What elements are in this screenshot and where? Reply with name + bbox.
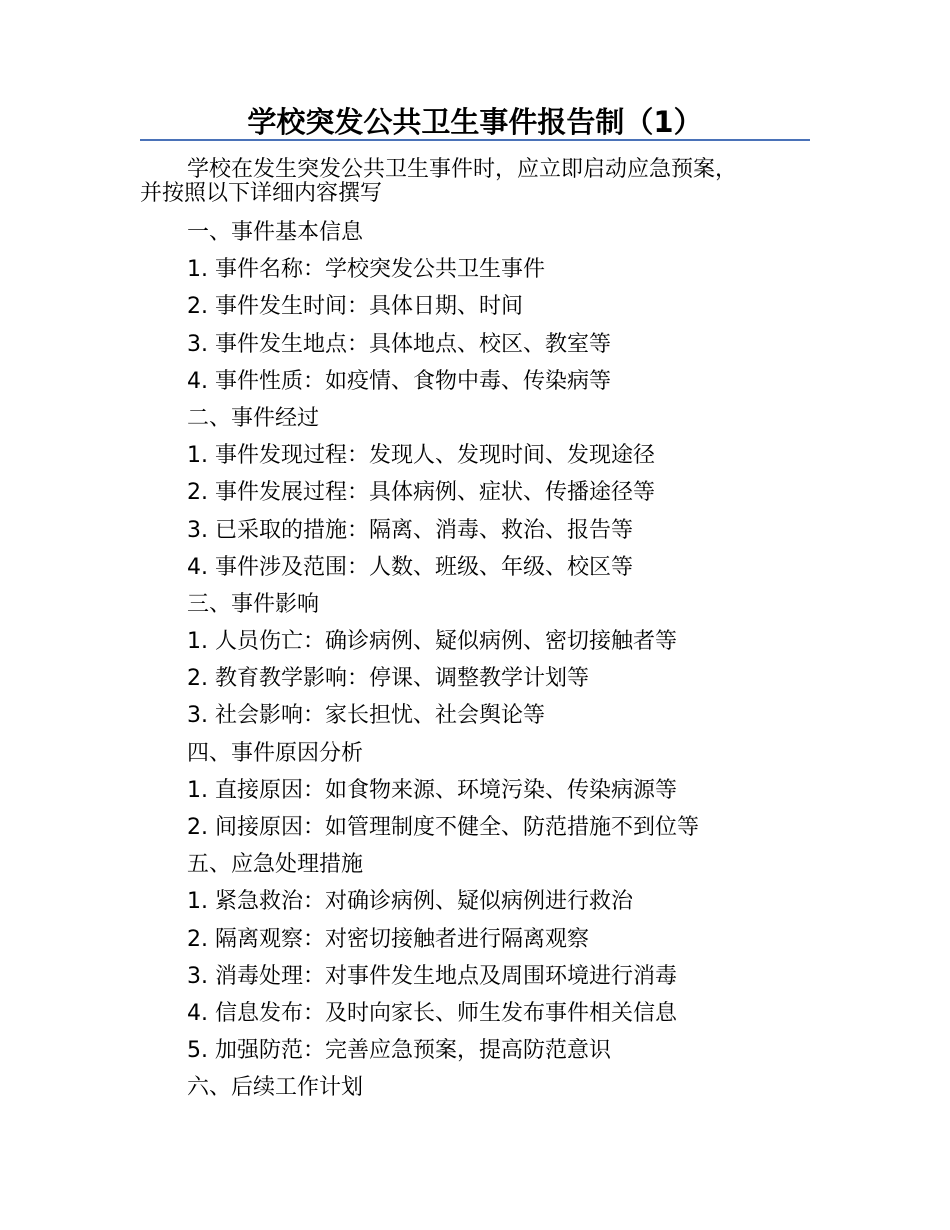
list-item: 3. 事件发生地点：具体地点、校区、教室等 [187,331,611,357]
intro-line: 学校在发生突发公共卫生事件时，应立即启动应急预案， [187,157,738,182]
content-lines [187,214,827,1107]
document-title: 学校突发公共卫生事件报告制（1） [247,105,703,139]
list-item: 2. 教育教学影响：停课、调整教学计划等 [187,666,589,692]
list-item: 3. 社会影响：家长担忧、社会舆论等 [187,703,545,729]
list-item: 1. 紧急救治：对确诊病例、疑似病例进行救治 [187,889,633,915]
list-item: 2. 间接原因：如管理制度不健全、防范措施不到位等 [187,815,699,840]
list-item: 3. 消毒处理：对事件发生地点及周围环境进行消毒 [187,963,677,989]
list-item: 1. 直接原因：如食物来源、环境污染、传染病源等 [187,777,677,803]
list-item: 4. 事件涉及范围：人数、班级、年级、校区等 [187,554,633,580]
list-item: 3. 已采取的措施：隔离、消毒、救治、报告等 [187,517,633,543]
title-underline [140,139,810,141]
list-item: 1. 人员伤亡：确诊病例、疑似病例、密切接触者等 [187,629,677,655]
list-item: 5. 加强防范：完善应急预案，提高防范意识 [187,1038,611,1064]
section-heading: 一、事件基本信息 [187,220,364,245]
list-item: 2. 事件发展过程：具体病例、症状、传播途径等 [187,480,655,506]
list-item: 2. 隔离观察：对密切接触者进行隔离观察 [187,926,589,952]
list-item: 1. 事件名称：学校突发公共卫生事件 [187,257,545,283]
section-heading: 二、事件经过 [187,405,320,431]
section-heading: 三、事件影响 [187,591,320,617]
list-item: 4. 信息发布：及时向家长、师生发布事件相关信息 [187,1000,677,1026]
list-item: 1. 事件发现过程：发现人、发现时间、发现途径 [187,443,655,469]
intro-line: 并按照以下详细内容撰写 [140,181,383,206]
list-item: 4. 事件性质：如疫情、食物中毒、传染病等 [187,368,611,394]
section-heading: 六、后续工作计划 [187,1075,364,1101]
section-heading: 五、应急处理措施 [187,852,364,878]
intro-paragraph [140,158,820,206]
list-item: 2. 事件发生时间：具体日期、时间 [187,294,523,320]
section-heading: 四、事件原因分析 [187,740,364,766]
